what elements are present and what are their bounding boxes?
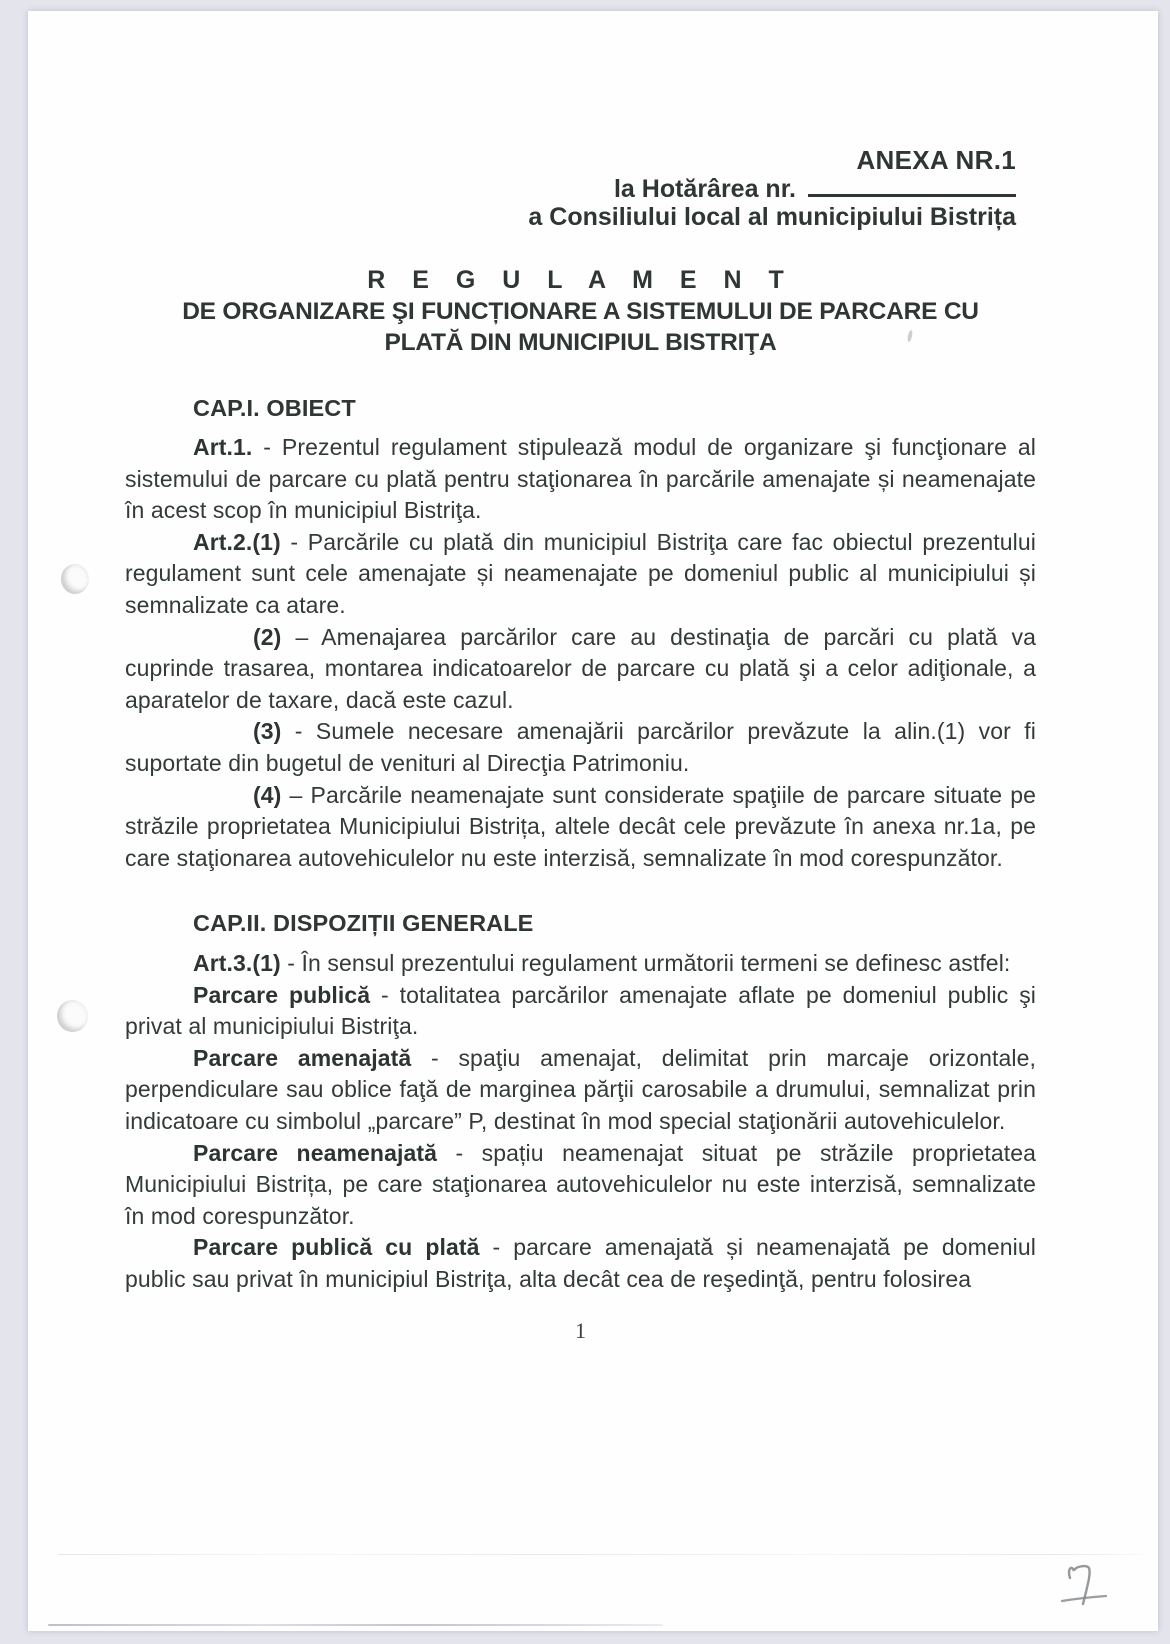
scan-artifact-line-dark	[48, 1624, 663, 1626]
document-body	[125, 393, 1036, 1296]
paragraph: Art.3.(1) - În sensul prezentului regulament următorii termeni se definesc astfel:	[193, 950, 1011, 976]
paragraph-lead: (2)	[253, 623, 282, 650]
document-page	[28, 11, 1158, 1631]
decision-line	[28, 175, 1016, 204]
paragraph-lead: Parcare amenajată	[193, 1044, 412, 1071]
chapter-heading: CAP.II. DISPOZIȚII GENERALE	[193, 910, 534, 937]
handwritten-page-mark	[1056, 1562, 1116, 1614]
title-regulament: R E G U L A M E N T	[367, 265, 794, 294]
paragraph: Parcare publică - totalitatea parcărilor amenajate aflate pe domeniul public şi privat al municipiului Bistriţa.	[125, 981, 1037, 1040]
paragraph-lead: Parcare publică cu plată	[193, 1234, 480, 1261]
blank-underline	[808, 175, 1016, 197]
chapter-heading: CAP.I. OBIECT	[193, 394, 356, 421]
annex-header	[28, 11, 1158, 232]
paragraph-lead: Art.3.(1)	[193, 950, 281, 976]
paragraph: (4) – Parcările neamenajate sunt considerate spaţiile de parcare situate pe străzile proprietatea Municipiului Bistrița, altele decât cele prevăzute în anexa nr.1a, pe care staţionarea autovehiculelor nu este interzisă, semnalizate în mod corespunzător.	[125, 781, 1036, 871]
paragraph-lead: Parcare neamenajată	[193, 1139, 437, 1166]
page-number: 1	[575, 1317, 586, 1343]
document-title	[125, 265, 1036, 359]
council-line: a Consiliului local al municipiului Bistrița	[528, 203, 1016, 231]
paragraph: Art.2.(1) - Parcările cu plată din municipiul Bistriţa care fac obiectul prezentului regulament sunt cele amenajate și neamenajate pe domeniul public al municipiului și semnalizate ca atare.	[125, 528, 1036, 619]
paragraph-lead: (3)	[253, 718, 282, 745]
title-subtitle-line2: PLATĂ DIN MUNICIPIUL BISTRIŢA	[384, 329, 777, 356]
punch-hole-bottom	[57, 1000, 88, 1032]
paragraph-lead: Parcare publică	[193, 981, 371, 1008]
paragraph: Art.1. - Prezentul regulament stipulează modul de organizare şi funcţionare al sistemului de parcare cu plată pentru staţionarea în parcările amenajate și neamenajate în acest scop în municipiul Bistriţa.	[125, 434, 1036, 524]
paragraph-lead: Art.2.(1)	[193, 528, 281, 555]
decision-label: la Hotărârea nr.	[613, 174, 796, 203]
annex-number: ANEXA NR.1	[856, 145, 1016, 175]
scan-artifact-line-faint	[58, 1554, 1143, 1555]
paragraph: Parcare amenajată - spaţiu amenajat, delimitat prin marcaje orizontale, perpendiculare sau oblice faţă de marginea părţii carosabile a drumului, semnalizat prin indicatoare cu simbolul „parcare” P, destinat în mod special staţionării autovehiculelor.	[125, 1044, 1036, 1134]
paragraph: (2) – Amenajarea parcărilor care au destinaţia de parcări cu plată va cuprinde trasarea, montarea indicatoarelor de parcare cu plată şi a celor adiţionale, a aparatelor de taxare, dacă este cazul.	[125, 623, 1036, 713]
punch-hole-top	[61, 564, 89, 594]
paragraph-lead: Art.1.	[193, 434, 253, 461]
paragraph: Parcare neamenajată - spațiu neamenajat situat pe străzile proprietatea Municipiului Bistrița, pe care staţionarea autovehiculelor nu este interzisă, semnalizate în mod corespunzător.	[125, 1139, 1036, 1229]
paragraph-lead: (4)	[253, 781, 282, 808]
title-subtitle-line1: DE ORGANIZARE ŞI FUNCȚIONARE A SISTEMULUI DE PARCARE CU	[182, 297, 979, 325]
paragraph: Parcare publică cu plată - parcare amenajată și neamenajată pe domeniul public sau privat în municipiul Bistriţa, alta decât cea de reşedinţă, pentru folosirea	[125, 1234, 1036, 1292]
paragraph: (3) - Sumele necesare amenajării parcărilor prevăzute la alin.(1) vor fi suportate din bugetul de venituri al Direcţia Patrimoniu.	[125, 718, 1036, 777]
